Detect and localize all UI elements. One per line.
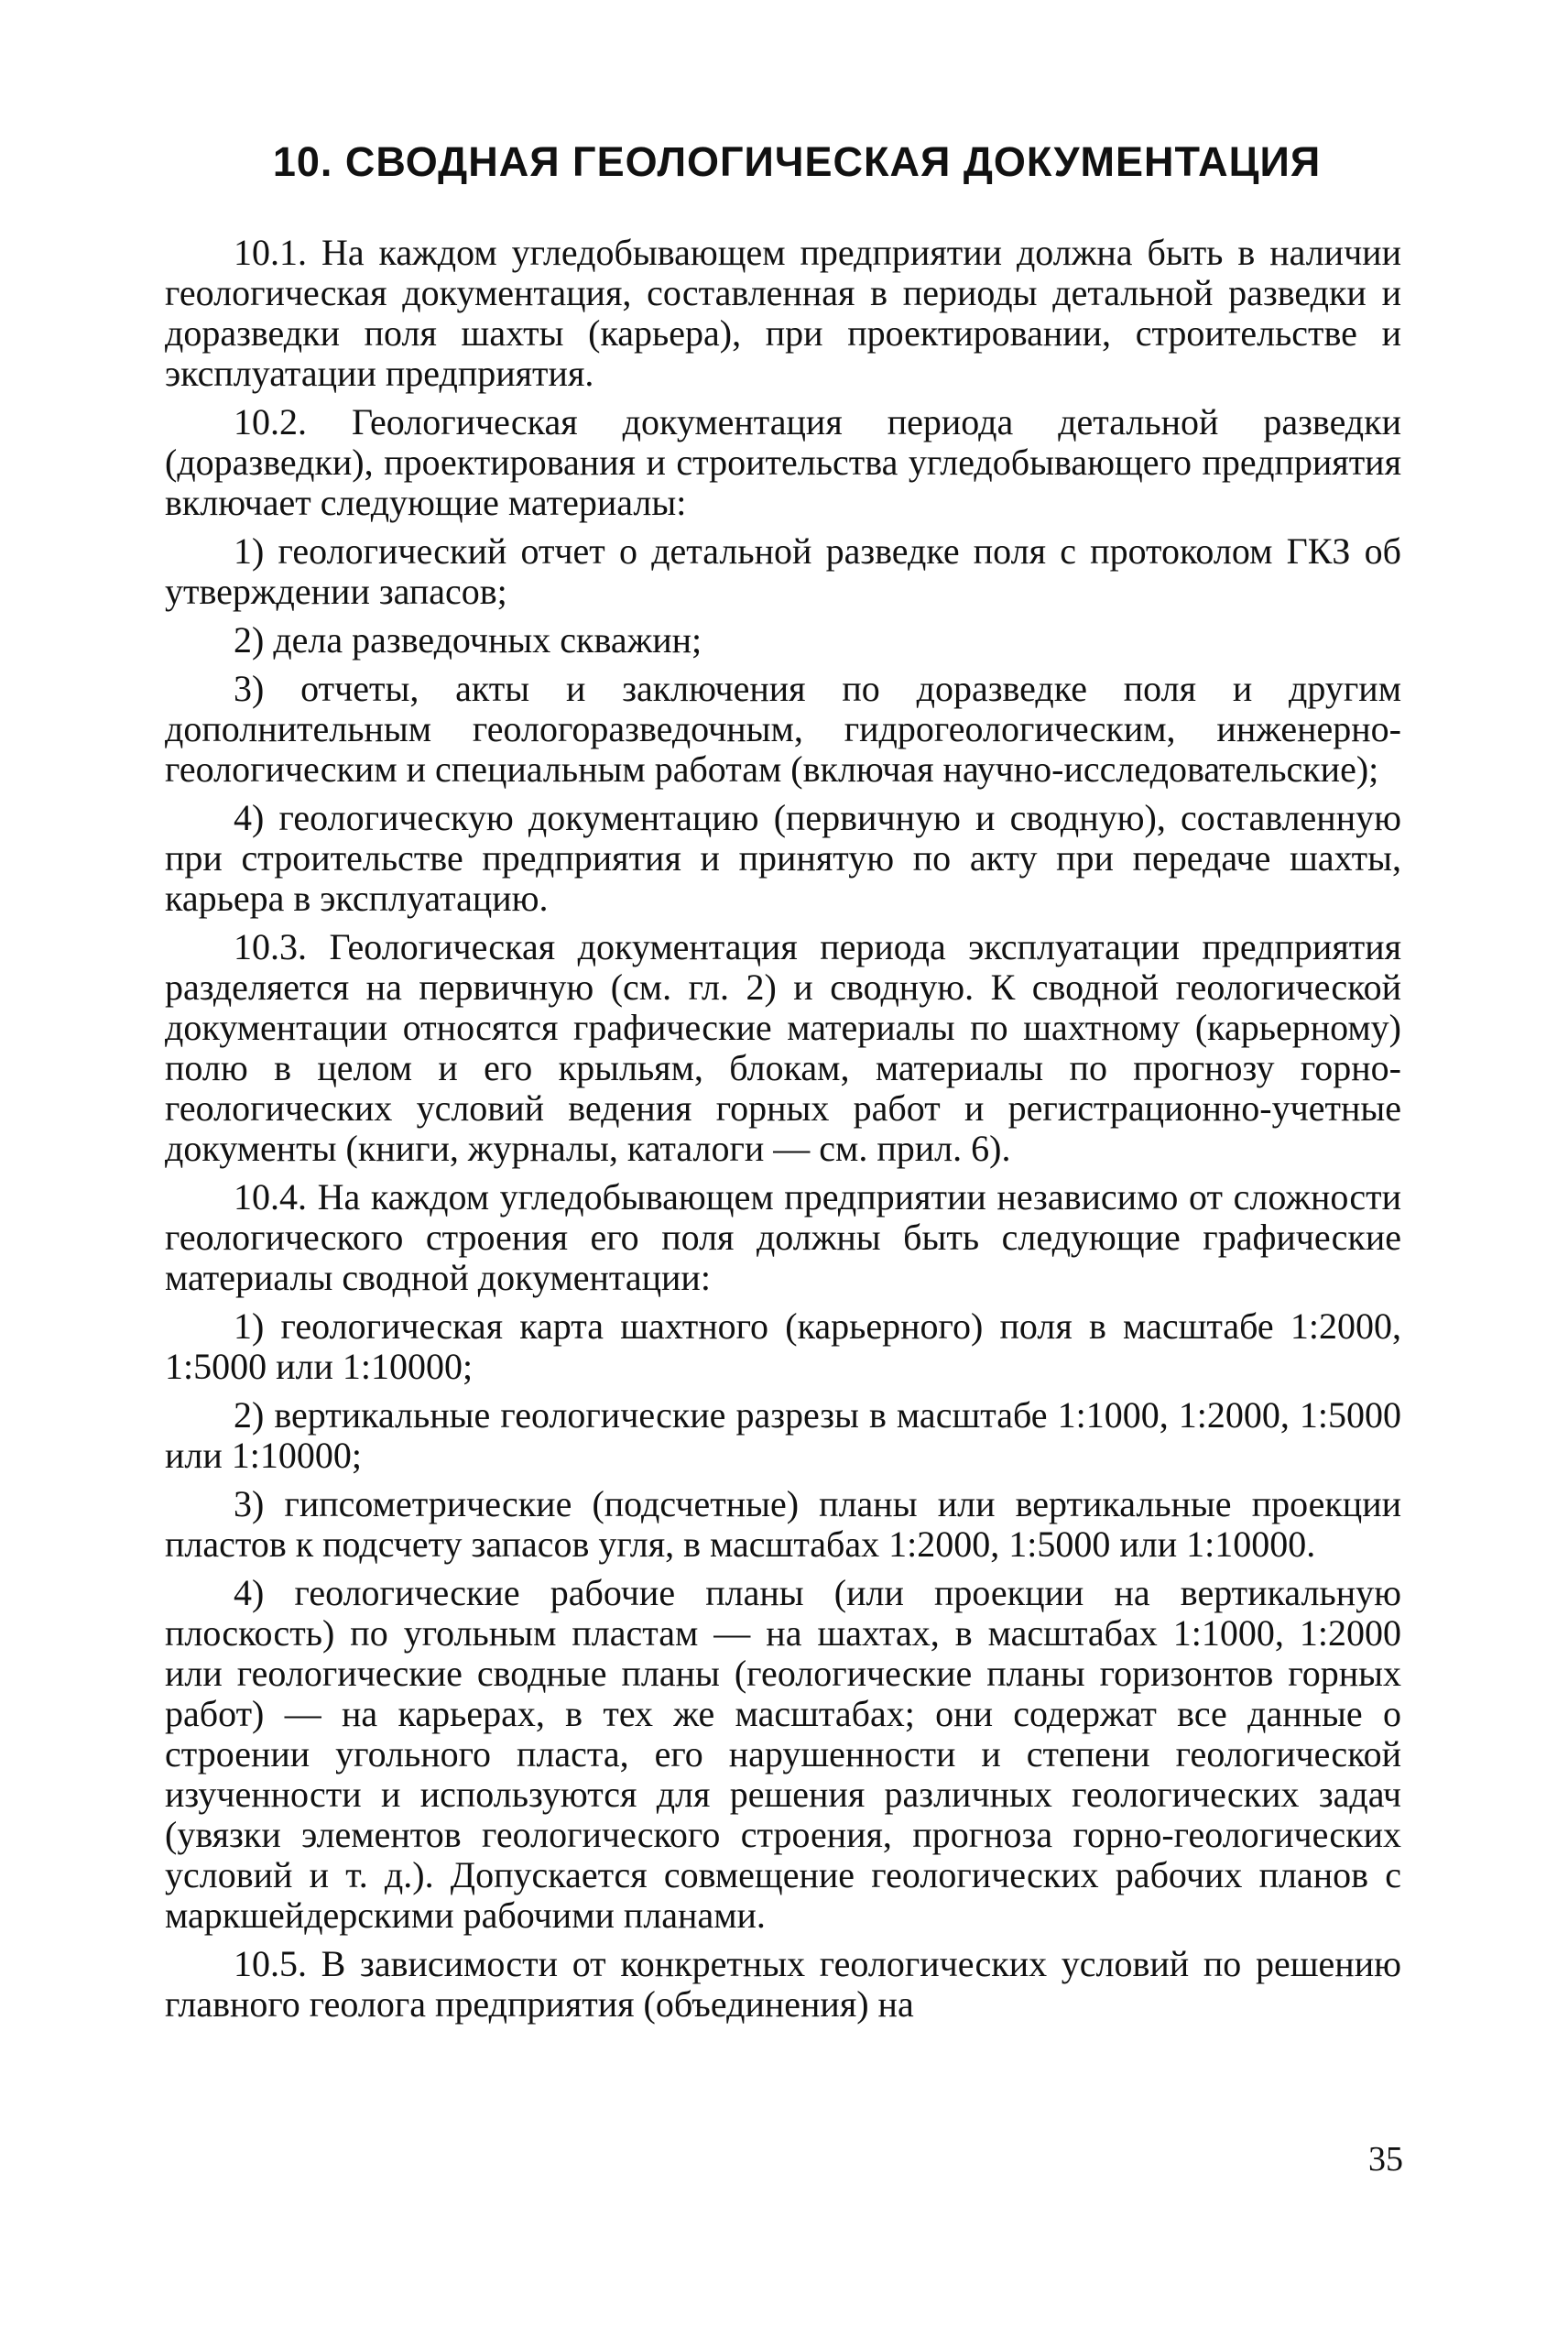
section-content — [165, 233, 1401, 2025]
list-item-10-4-1: 1) геологическая карта шахтного (карьерного) поля в масштабе 1:2000, 1:5000 или 1:10000; — [165, 1305, 1401, 1387]
paragraph-10-2: 10.2. Геологическая документация периода детальной разведки (доразведки), проектирования и строительства угледобывающего предприятия включает следующие материалы: — [165, 401, 1401, 523]
paragraph-10-4: 10.4. На каждом угледобывающем предприятии независимо от сложности геологического строения его поля должны быть следующие графические материалы сводной документации: — [165, 1176, 1401, 1298]
section-title: 10. СВОДНАЯ ГЕОЛОГИЧЕСКАЯ ДОКУМЕНТАЦИЯ — [272, 138, 1322, 185]
list-item-10-4-2: 2) вертикальные геологические разрезы в масштабе 1:1000, 1:2000, 1:5000 или 1:10000; — [165, 1394, 1401, 1476]
list-item-10-4-4: 4) геологические рабочие планы (или проекции на вертикальную плоскость) по угольным пластам — на шахтах, в масштабах 1:1000, 1:2000 или геологические сводные планы (геологические планы горизонтов горных работ) — на карьерах, в тех же масштабах; они содержат все данные о строении угольного пласта, его нарушенности и степени геологической изученности и используются для решения различных геологических задач (увязки элементов геологического строения, прогноза горно-геологических условий и т. д.). Допускается совмещение геологических рабочих планов с маркшейдерскими рабочими планами. — [165, 1572, 1401, 1936]
list-item-10-2-4: 4) геологическую документацию (первичную и сводную), составленную при строительстве предприятия и принятую по акту при передаче шахты, карьера в эксплуатацию. — [165, 797, 1401, 919]
list-item-10-2-3: 3) отчеты, акты и заключения по доразведке поля и другим дополнительным геологоразведочным, гидрогеологическим, инженерно-геологическим и специальным работам (включая научно-исследовательские); — [165, 668, 1401, 790]
list-item-10-2-1: 1) геологический отчет о детальной разведке поля с протоколом ГКЗ об утверждении запасов; — [165, 530, 1401, 612]
list-item-10-4-3: 3) гипсометрические (подсчетные) планы или вертикальные проекции пластов к подсчету запасов угля, в масштабах 1:2000, 1:5000 или 1:10000. — [165, 1483, 1401, 1565]
page-number: 35 — [1368, 2140, 1403, 2179]
paragraph-10-3: 10.3. Геологическая документация периода эксплуатации предприятия разделяется на первичную (см. гл. 2) и сводную. К сводной геологической документации относятся графические материалы по шахтному (карьерному) полю в целом и его крыльям, блокам, материалы по прогнозу горно-геологических условий ведения горных работ и регистрационно-учетные документы (книги, журналы, каталоги — см. прил. 6). — [165, 926, 1401, 1169]
document-page — [165, 137, 1401, 2244]
paragraph-10-5: 10.5. В зависимости от конкретных геологических условий по решению главного геолога предприятия (объединения) на — [165, 1943, 1401, 2025]
list-item-10-2-2: 2) дела разведочных скважин; — [234, 619, 702, 661]
paragraph-10-1: 10.1. На каждом угледобывающем предприятии должна быть в наличии геологическая документация, составленная в периоды детальной разведки и доразведки поля шахты (карьера), при проектировании, строительстве и эксплуатации предприятия. — [165, 232, 1401, 394]
